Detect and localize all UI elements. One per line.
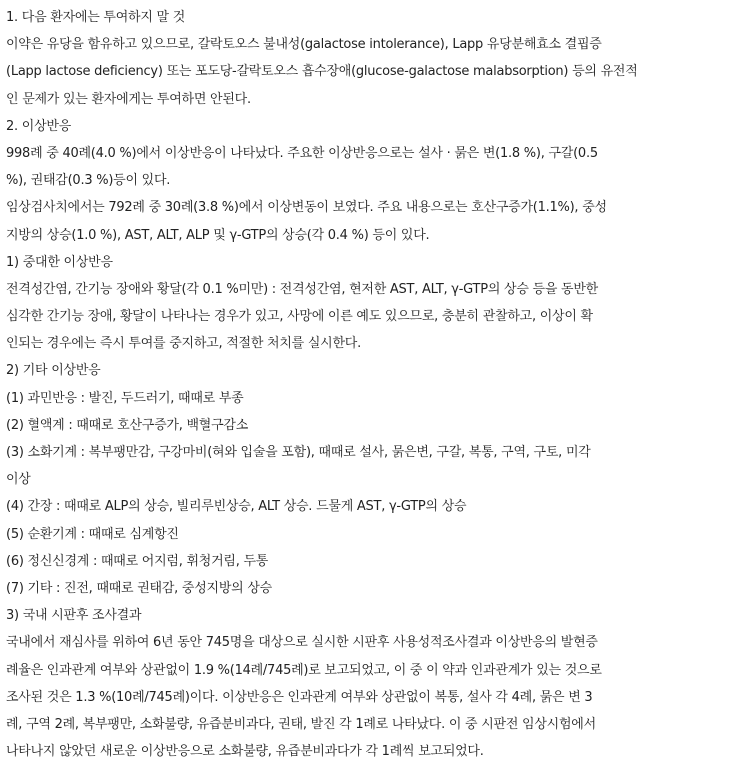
list-item: (7) 기타 : 진전, 때때로 권태감, 중성지방의 상승 <box>6 580 272 596</box>
list-item: (4) 간장 : 때때로 ALP의 상승, 빌리루빈상승, ALT 상승. 드물게 AST, γ-GTP의 상승 <box>6 499 467 515</box>
paragraph-line: 이약은 유당을 함유하고 있으므로, 갈락토오스 불내성(galactose intolerance), Lapp 유당분해효소 결핍증 <box>6 37 602 53</box>
paragraph-line: 998례 중 40례(4.0 %)에서 이상반응이 나타났다. 주요한 이상반응으로는 설사 · 묽은 변(1.8 %), 구갈(0.5 <box>6 145 598 161</box>
paragraph-line: 인 문제가 있는 환자에게는 투여하면 안된다. <box>6 91 251 107</box>
paragraph-line: 나타나지 않았던 새로운 이상반응으로 소화불량, 유즙분비과다가 각 1례씩 보고되었다. <box>6 744 484 760</box>
list-item-continuation: 이상 <box>6 472 31 488</box>
section-heading-adverse-reactions: 2. 이상반응 <box>6 118 72 134</box>
paragraph-line: %), 권태감(0.3 %)등이 있다. <box>6 173 171 189</box>
paragraph-line: 인되는 경우에는 즉시 투여를 중지하고, 적절한 처치를 실시한다. <box>6 336 361 352</box>
subsection-heading-postmarketing: 3) 국내 시판후 조사결과 <box>6 608 142 624</box>
paragraph-line: 심각한 간기능 장애, 황달이 나타나는 경우가 있고, 사망에 이른 예도 있으므로, 충분히 관찰하고, 이상이 확 <box>6 309 593 325</box>
list-item: (5) 순환기계 : 때때로 심계항진 <box>6 526 179 542</box>
section-heading-contraindications: 1. 다음 환자에는 투여하지 말 것 <box>6 10 186 25</box>
subsection-heading-other: 2) 기타 이상반응 <box>6 363 101 379</box>
paragraph-line: 전격성간염, 간기능 장애와 황달(각 0.1 %미만) : 전격성간염, 현저한 AST, ALT, γ-GTP의 상승 등을 동반한 <box>6 281 598 297</box>
list-item: (6) 정신신경계 : 때때로 어지럼, 휘청거림, 두통 <box>6 553 269 569</box>
subsection-heading-serious: 1) 중대한 이상반응 <box>6 254 113 270</box>
paragraph-line: 조사된 것은 1.3 %(10례/745례)이다. 이상반응은 인과관계 여부와 상관없이 복통, 설사 각 4례, 묽은 변 3 <box>6 689 593 705</box>
paragraph-line: 례율은 인과관계 여부와 상관없이 1.9 %(14례/745례)로 보고되었고, 이 중 이 약과 인과관계가 있는 것으로 <box>6 662 602 678</box>
list-item: (2) 혈액계 : 때때로 호산구증가, 백혈구감소 <box>6 417 249 433</box>
paragraph-line: 임상검사치에서는 792례 중 30례(3.8 %)에서 이상변동이 보였다. 주요 내용으로는 호산구증가(1.1%), 중성 <box>6 200 607 216</box>
list-item: (1) 과민반응 : 발진, 두드러기, 때때로 부종 <box>6 390 244 406</box>
paragraph-line: 지방의 상승(1.0 %), AST, ALT, ALP 및 γ-GTP의 상승(각 0.4 %) 등이 있다. <box>6 227 430 243</box>
paragraph-line: 례, 구역 2례, 복부팽만, 소화불량, 유즙분비과다, 권태, 발진 각 1례로 나타났다. 이 중 시판전 임상시험에서 <box>6 716 596 732</box>
list-item: (3) 소화기계 : 복부팽만감, 구강마비(혀와 입술을 포함), 때때로 설사, 묽은변, 구갈, 복통, 구역, 구토, 미각 <box>6 445 591 460</box>
paragraph-line: 국내에서 재심사를 위하여 6년 동안 745명을 대상으로 실시한 시판후 사용성적조사결과 이상반응의 발현증 <box>6 635 598 651</box>
paragraph-line: (Lapp lactose deficiency) 또는 포도당-갈락토오스 흡수장애(glucose-galactose malabsorption) 등의 유전적 <box>6 64 638 80</box>
